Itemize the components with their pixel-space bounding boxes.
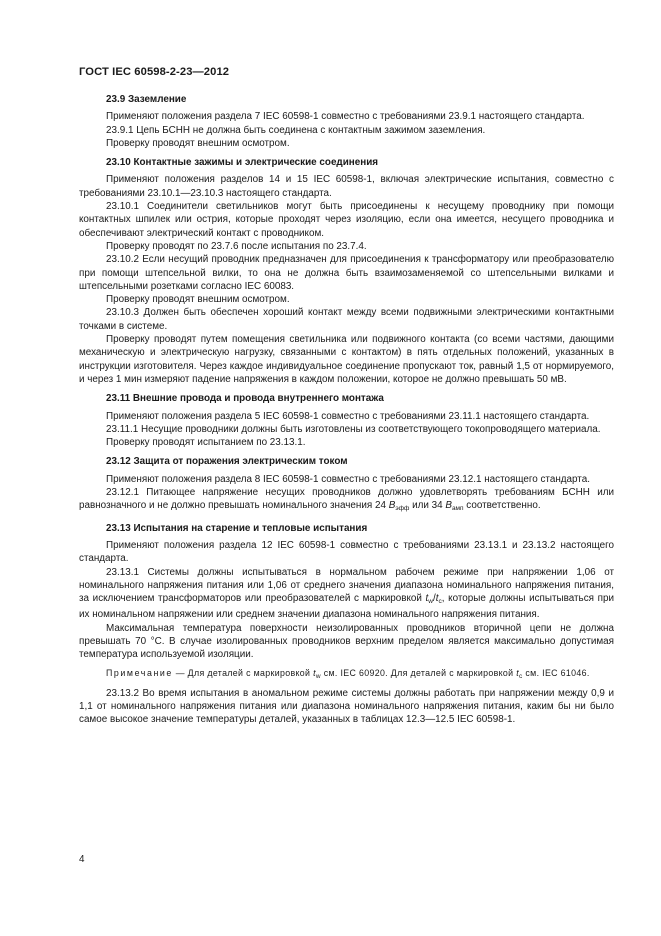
section-heading-23-12: 23.12 Защита от поражения электрическим током <box>106 456 348 468</box>
subscript-w: w <box>315 672 321 680</box>
paragraph: Проверку проводят внешним осмотром. <box>106 294 290 306</box>
subscript-w: w <box>428 598 433 606</box>
paragraph: 23.10.1 Соединители светильников могут быть присоединены к несущему проводнику при помощи контактных шпилек или острия, которые проходят через изоляцию, если она имеется, несущего проводника и обеспечивают электрический контакт с проводником. <box>79 201 614 239</box>
paragraph: 23.13.2 Во время испытания в аномальном режиме системы должны работать при напряжении между 0,9 и 1,1 от номинального напряжения питания или диапазона номинального напряжения питания, каким бы ни было самое высокое значение температуры деталей, указанных в таблицах 12.3—12.5 IEC 60598-1. <box>79 687 614 726</box>
paragraph: Применяют положения раздела 12 IEC 60598-1 совместно с требованиями 23.13.1 и 23.13.2 настоящего стандарта. <box>79 539 614 565</box>
section-heading-23-10: 23.10 Контактные зажимы и электрические соединения <box>106 157 379 169</box>
subscript-c: c <box>438 598 442 606</box>
document-body <box>79 93 614 726</box>
paragraph: Применяют положения раздела 5 IEC 60598-1 совместно с требованиями 23.11.1 настоящего стандарта. <box>106 410 590 422</box>
text-run: , которые должны испытываться при их номинальном напряжении или среднем значении диапазона номинального напряжения питания. <box>79 593 614 621</box>
text-run: — Для деталей с маркировкой <box>172 667 314 678</box>
section-heading-23-11: 23.11 Внешние провода и провода внутреннего монтажа <box>106 393 384 405</box>
text-run: или 34 <box>409 500 446 512</box>
paragraph: 23.10.3 Должен быть обеспечен хороший контакт между всеми подвижными электрическими контактными точками в системе. <box>79 307 614 332</box>
note <box>79 667 614 683</box>
paragraph: 23.9.1 Цепь БСНН не должна быть соединена с контактным зажимом заземления. <box>106 124 486 136</box>
paragraph: Максимальная температура поверхности неизолированных проводников вторичной цепи не должна превышать 70 °С. В случае изолированных проводников верхним пределом является максимально допустимая температура используемой изоляции. <box>79 622 614 661</box>
symbol-t: t <box>313 667 316 678</box>
paragraph: Проверку проводят по 23.7.6 после испытания по 23.7.4. <box>106 240 367 252</box>
text-run: 23.12.1 Питающее напряжение несущих проводников должно удовлетворять требованиям БСНН или равнозначного и не должно превышать номинального значения 24 <box>79 487 614 512</box>
paragraph: 23.10.2 Если несущий проводник предназначен для присоединения к трансформатору или преобразователю при помощи штепсельной вилки, то она не должна быть взаимозаменяемой со штепсельными вилками и штепсельными розетками согласно IEC 60083. <box>79 254 614 292</box>
paragraph-voltage <box>79 486 614 516</box>
paragraph-marking <box>79 566 614 622</box>
symbol-t: t <box>425 593 429 605</box>
subscript-eff: эфф <box>395 505 410 513</box>
paragraph: Применяют положения раздела 7 IEC 60598-1 совместно с требованиями 23.9.1 настоящего стандарта. <box>106 111 585 123</box>
paragraph: Проверку проводят внешним осмотром. <box>106 137 290 149</box>
text-run: 23.13.1 Системы должны испытываться в нормальном рабочем режиме при напряжении 1,06 от номинального напряжения питания или 1,06 от среднего значения диапазона номинального напряжения питания, за исключением трансформаторов или преобразователей с маркировкой <box>79 566 614 605</box>
paragraph: Проверку проводят путем помещения светильника или подвижного контакта (со всеми частями, дающими механическую и электрическую нагрузку, связанными с контактом) в пять отдельных положений, указанных в инструкции изготовителя. Через каждое индивидуальное соединение пропускают ток, равный 1,5 от нормируемого, и через 1 мин измеряют падение напряжения в каждом положении, которое не должно превышать 50 мВ. <box>79 334 614 385</box>
text-run: см. IEC 60920. Для деталей с маркировкой <box>320 667 517 678</box>
symbol-t: t <box>516 667 520 678</box>
note-label: Примечание <box>106 667 173 678</box>
paragraph: Применяют положения раздела 8 IEC 60598-1 совместно с требованиями 23.12.1 настоящего стандарта. <box>106 473 590 485</box>
paragraph: Проверку проводят испытанием по 23.13.1. <box>106 437 306 449</box>
text-run: / <box>433 593 436 605</box>
text-run: см. IEC 61046. <box>522 667 590 678</box>
subscript-c: c <box>519 672 523 680</box>
page-number: 4 <box>79 854 85 865</box>
paragraph: 23.11.1 Несущие проводники должны быть изготовлены из соответствующего токопроводящего материала. <box>106 423 601 435</box>
paragraph: Применяют положения разделов 14 и 15 IEC 60598-1, включая электрические испытания, совместно с требованиями 23.10.1—23.10.3 настоящего стандарта. <box>79 174 614 199</box>
subscript-amp: амп <box>451 505 464 513</box>
symbol-t: t <box>435 593 439 605</box>
symbol-v: В <box>388 500 396 512</box>
section-heading-23-13: 23.13 Испытания на старение и тепловые испытания <box>106 522 368 534</box>
symbol-v: В <box>445 500 452 512</box>
document-header: ГОСТ IEC 60598-2-23—2012 <box>79 66 230 78</box>
text-run: соответственно. <box>463 500 541 512</box>
section-heading-23-9: 23.9 Заземление <box>106 94 187 105</box>
